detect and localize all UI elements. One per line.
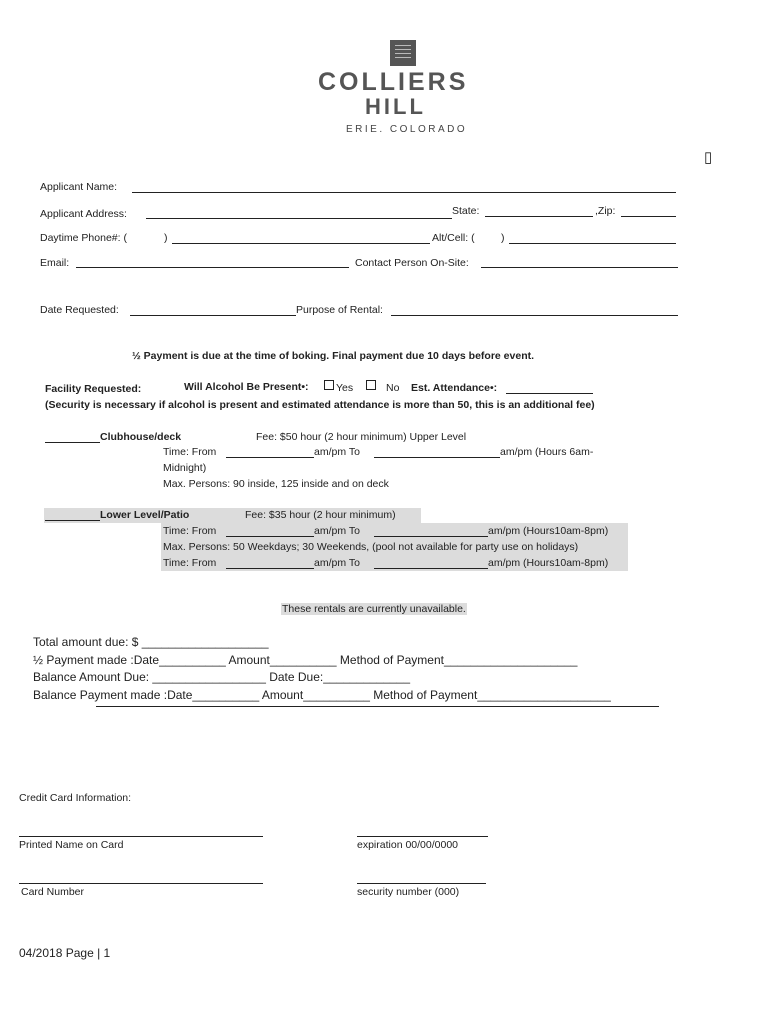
applicant-name-field[interactable] [132, 192, 676, 193]
state-field[interactable] [485, 216, 593, 217]
email-label: Email: [40, 257, 70, 269]
attendance-field[interactable] [506, 393, 593, 394]
clubhouse-time-to-field[interactable] [374, 457, 500, 458]
phone-paren-close: ) [164, 232, 168, 244]
corner-glyph: ▯ [704, 149, 713, 166]
clubhouse-name: Clubhouse/deck [100, 431, 182, 443]
clubhouse-max-persons: Max. Persons: 90 inside, 125 inside and on deck [163, 478, 389, 490]
purpose-label: Purpose of Rental: [296, 304, 383, 316]
lower-name: Lower Level/Patio [100, 509, 190, 521]
page-footer: 04/2018 Page | 1 [19, 946, 111, 960]
applicant-address-field[interactable] [146, 218, 452, 219]
expiration-label: expiration 00/00/0000 [357, 839, 458, 851]
clubhouse-select-field[interactable] [45, 442, 100, 443]
clubhouse-fee: Fee: $50 hour (2 hour minimum) Upper Level [256, 431, 467, 443]
facility-requested-label: Facility Requested: [45, 383, 142, 395]
zip-label: ,Zip: [595, 205, 616, 217]
lower-time1-hours: am/pm (Hours10am-8pm) [488, 525, 609, 537]
purpose-field[interactable] [391, 315, 678, 316]
email-field[interactable] [76, 267, 349, 268]
half-payment-made: ½ Payment made :Date__________ Amount__________ Method of Payment____________________ [33, 653, 578, 667]
colliers-hill-logo-mark [390, 40, 416, 66]
lower-time2-to-field[interactable] [374, 568, 488, 569]
alt-cell-label: Alt/Cell: ( [432, 232, 475, 244]
security-number-label: security number (000) [357, 886, 460, 898]
lower-time2-hours: am/pm (Hours10am-8pm) [488, 557, 609, 569]
applicant-name-label: Applicant Name: [40, 181, 118, 193]
alcohol-yes-checkbox[interactable] [324, 380, 334, 390]
lower-max-persons: Max. Persons: 50 Weekdays; 30 Weekends, (pool not available for party use on holidays) [163, 541, 579, 553]
lower-time1-to: am/pm To [314, 525, 360, 537]
lower-time2-from-label: Time: From [163, 557, 217, 569]
unavailable-note: These rentals are currently unavailable. [282, 603, 466, 615]
clubhouse-midnight: Midnight) [163, 462, 207, 474]
zip-field[interactable] [621, 216, 676, 217]
lower-time1-from-label: Time: From [163, 525, 217, 537]
clubhouse-time-from-label: Time: From [163, 446, 217, 458]
lower-time1-from-field[interactable] [226, 536, 314, 537]
card-number-label: Card Number [21, 886, 85, 898]
printed-name-field[interactable] [19, 836, 263, 837]
contact-person-label: Contact Person On-Site: [355, 257, 469, 269]
expiration-field[interactable] [357, 836, 488, 837]
lower-time1-to-field[interactable] [374, 536, 488, 537]
card-number-field[interactable] [19, 883, 263, 884]
date-requested-label: Date Requested: [40, 304, 119, 316]
state-label: State: [452, 205, 480, 217]
alcohol-no-checkbox[interactable] [366, 380, 376, 390]
alt-paren-close: ) [501, 232, 505, 244]
clubhouse-ampm-to: am/pm To [314, 446, 360, 458]
lower-time2-to: am/pm To [314, 557, 360, 569]
date-requested-field[interactable] [130, 315, 296, 316]
balance-amount-due: Balance Amount Due: _________________ Date Due:_____________ [33, 670, 410, 684]
security-number-field[interactable] [357, 883, 486, 884]
daytime-phone-label: Daytime Phone#: ( [40, 232, 127, 244]
balance-payment-made: Balance Payment made :Date__________ Amount__________ Method of Payment____________________ [33, 688, 611, 702]
daytime-phone-field[interactable] [172, 243, 430, 244]
lower-fee: Fee: $35 hour (2 hour minimum) [245, 509, 396, 521]
applicant-address-label: Applicant Address: [40, 208, 127, 220]
lower-time2-from-field[interactable] [226, 568, 314, 569]
printed-name-label: Printed Name on Card [19, 839, 124, 851]
alcohol-question: Will Alcohol Be Present•: [184, 381, 309, 393]
logo-hill: HILL [365, 94, 426, 119]
logo-colliers: COLLIERS [318, 68, 469, 96]
alcohol-yes-label: Yes [336, 382, 354, 394]
security-note: (Security is necessary if alcohol is present and estimated attendance is more than 50, this is an additional fee) [45, 399, 595, 411]
clubhouse-time-from-field[interactable] [226, 457, 314, 458]
alt-cell-field[interactable] [509, 243, 676, 244]
alcohol-no-label: No [386, 382, 400, 394]
contact-person-field[interactable] [481, 267, 678, 268]
lower-select-field[interactable] [45, 520, 100, 521]
payment-note: ½ Payment is due at the time of boking. Final payment due 10 days before event. [132, 350, 535, 362]
attendance-label: Est. Attendance•: [411, 382, 498, 394]
credit-card-heading: Credit Card Information: [19, 792, 132, 804]
clubhouse-hours: am/pm (Hours 6am- [500, 446, 594, 458]
total-amount-due: Total amount due: $ ___________________ [33, 635, 269, 649]
totals-divider [96, 706, 659, 707]
logo-location: ERIE. COLORADO [346, 124, 468, 135]
